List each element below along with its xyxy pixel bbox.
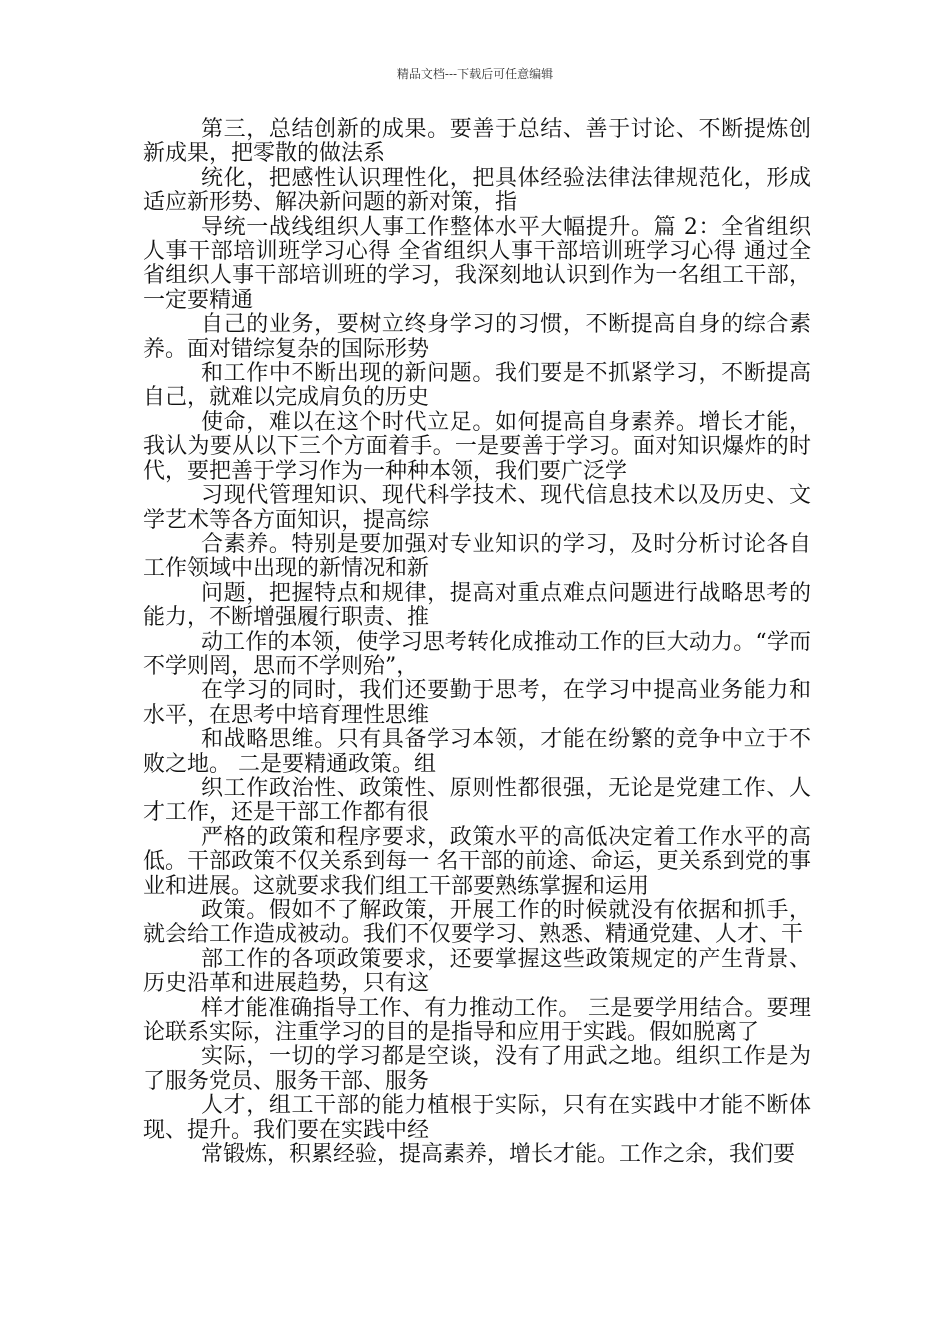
paragraph-1: 第三，总结创新的成果。要善于总结、善于讨论、不断提炼创新成果，把零散的做法系 [143, 117, 811, 167]
paragraph-20: 常锻炼，积累经验，提高素养，增长才能。工作之余，我们要 [201, 1142, 796, 1168]
page-header: 精品文档---下载后可任意编辑 [396, 67, 554, 81]
paragraph-9: 问题，把握特点和规律，提高对重点难点问题进行战略思考的能力，不断增强履行职责、推 [143, 580, 811, 631]
paragraph-8: 合素养。特别是要加强对专业知识的学习，及时分析讨论各自工作领域中出现的新情况和新 [143, 531, 811, 582]
paragraph-17: 样才能准确指导工作、有力推动工作。 三是要学用结合。要理论联系实际，注重学习的目的是指导和应用于实践。假如脱离了 [143, 995, 811, 1046]
paragraph-14: 严格的政策和程序要求，政策水平的高低决定着工作水平的高低。干部政策不仅关系到每一 名干部的前途、命运，更关系到党的事业和进展。这就要求我们组工干部要熟练掌握和运用 [143, 824, 811, 899]
paragraph-5: 和工作中不断出现的新问题。我们要是不抓紧学习，不断提高自己，就难以完成肩负的历史 [143, 361, 811, 411]
paragraph-11: 在学习的同时，我们还要勤于思考，在学习中提高业务能力和水平，在思考中培育理性思维 [143, 678, 811, 728]
paragraph-6: 使命，难以在这个时代立足。如何提高自身素养。增长才能，我认为要从以下三个方面着手。一是要善于学习。面对知识爆炸的时代，要把善于学习作为一种种本领，我们要广泛学 [143, 409, 811, 484]
paragraph-7: 习现代管理知识、现代科学技术、现代信息技术以及历史、文学艺术等各方面知识，提高综 [143, 483, 811, 533]
paragraph-16: 部工作的各项政策要求，还要掌握这些政策规定的产生背景、历史沿革和进展趋势，只有这 [143, 946, 811, 997]
document-body [143, 118, 811, 1167]
paragraph-10: 动工作的本领，使学习思考转化成推动工作的巨大动力。“学而不学则罔，思而不学则殆”， [143, 629, 811, 679]
paragraph-15: 政策。假如不了解政策，开展工作的时候就没有依据和抓手，就会给工作造成被动。我们不仅要学习、熟悉、精通党建、人才、干 [143, 898, 811, 948]
paragraph-12: 和战略思维。只有具备学习本领，才能在纷繁的竞争中立于不败之地。 二是要精通政策。组 [143, 727, 811, 777]
paragraph-4: 自己的业务，要树立终身学习的习惯，不断提高自身的综合素养。面对错综复杂的国际形势 [143, 312, 811, 362]
paragraph-3: 导统一战线组织人事工作整体水平大幅提升。篇 2：全省组织人事干部培训班学习心得 全省组织人事干部培训班学习心得 通过全省组织人事干部培训班的学习，我深刻地认识到作为一名组工干部，一定要精通 [143, 214, 811, 313]
paragraph-13: 织工作政治性、政策性、原则性都很强，无论是党建工作、人才工作，还是干部工作都有很 [143, 775, 811, 826]
paragraph-19: 人才，组工干部的能力植根于实际，只有在实践中才能不断体现、提升。我们要在实践中经 [143, 1093, 811, 1143]
paragraph-18: 实际，一切的学习都是空谈，没有了用武之地。组织工作是为了服务党员、服务干部、服务 [143, 1044, 811, 1094]
paragraph-2: 统化，把感性认识理性化，把具体经验法律法律规范化，形成适应新形势、解决新问题的新对策，指 [143, 165, 811, 216]
